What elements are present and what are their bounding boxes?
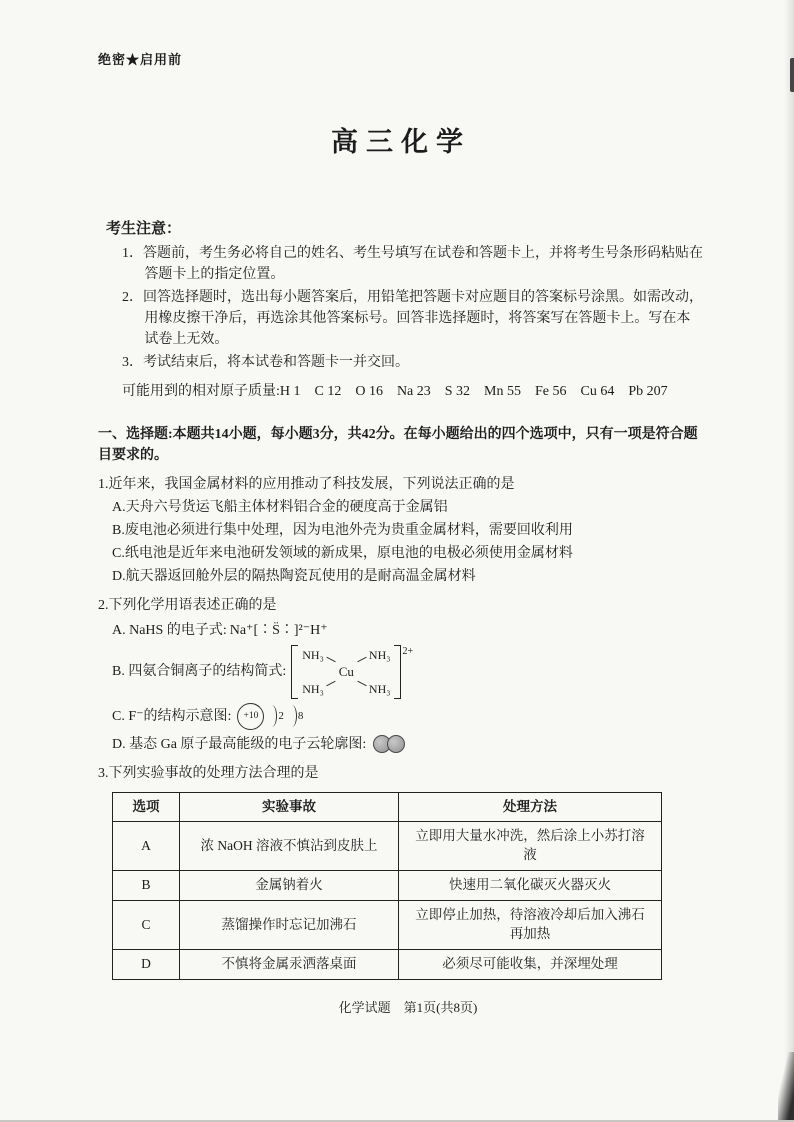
table-cell: 蒸馏操作时忘记加沸石 [180,901,399,950]
q1-stem: 1.近年来，我国金属材料的应用推动了科技发展，下列说法正确的是 [98,476,515,492]
bracket-right-icon [394,645,401,699]
q1-option-b: B.废电池必须进行集中处理，因为电池外壳为贵重金属材料，需要回收利用 [112,522,573,538]
table-cell: A [113,822,180,871]
atomic-masses: 可能用到的相对原子质量:H 1 C 12 O 16 Na 23 S 32 Mn 55 Fe 56 Cu 64 Pb 207 [122,383,668,399]
scan-artifact-bottom-right [778,1052,794,1122]
q2-option-d-label: D. 基态 Ga 原子最高能级的电子云轮廓图: [112,736,367,752]
shell-arc [267,705,277,727]
complex-ion-diagram [291,645,412,699]
table-header-option: 选项 [113,792,180,822]
table-cell: B [113,871,180,901]
bond-line [326,681,335,687]
q2-option-a-label: A. NaHS 的电子式: [112,622,227,638]
bond-line [357,656,366,662]
shell-electron-count: 8 [297,709,304,722]
shell-arc [287,705,297,727]
q3-table [112,792,662,980]
shell-electron-count: 2 [278,709,284,722]
q2-option-c [112,703,704,730]
q2-option-a [112,620,704,641]
ligand-label: NH₃ [302,647,324,662]
ligand-label: NH₃ [302,681,324,696]
table-row [113,871,662,901]
table-cell: 立即停止加热，待溶液冷却后加入沸石再加热 [399,901,662,950]
bracket-left-icon [291,645,298,699]
electron-dot-formula: Na⁺[∶S̈∶]²⁻H⁺ [229,622,328,638]
electron-cloud-diagram [373,735,405,753]
page-title: 高三化学 [331,126,471,157]
table-cell: C [113,901,180,950]
nucleus-circle: +10 [237,703,264,730]
notice-item-3: 3．考试结束后，将本试卷和答题卡一并交回。 [122,354,409,370]
table-cell: 浓 NaOH 溶液不慎沾到皮肤上 [180,822,399,871]
table-header-method: 处理方法 [399,792,662,822]
bond-line [357,681,366,687]
table-cell: 金属钠着火 [180,871,399,901]
table-cell: 不慎将金属汞洒落桌面 [180,949,399,979]
table-header-row [113,792,662,822]
section-heading: 一、选择题:本题共14小题，每小题3分，共42分。在每小题给出的四个选项中，只有一项是符合题目要求的。 [98,426,698,463]
bond-line [326,656,335,662]
table-row [113,949,662,979]
q2-option-b-label: B. 四氨合铜离子的结构简式: [112,664,287,679]
ligand-label: NH₃ [368,681,391,696]
notice-item-2: 2．回答选择题时，选出每小题答案后，用铅笔把答题卡对应题目的答案标号涂黑。如需改动，用橡皮擦干净后，再选涂其他答案标号。回答非选择题时，将答案写在答题卡上。写在本试卷上无效。 [122,289,703,347]
table-cell: 快速用二氧化碳灭火器灭火 [399,871,662,901]
notice-heading: 考生注意： [106,221,182,237]
charge-superscript: 2+ [402,646,414,657]
table-header-accident: 实验事故 [180,792,399,822]
q2-option-c-label: C. F⁻的结构示意图: [112,708,232,724]
table-cell: D [113,949,180,979]
q1-option-c: C.纸电池是近年来电池研发领域的新成果，原电池的电极必须使用金属材料 [112,545,573,561]
secret-label: 绝密★启用前 [98,52,183,67]
q2-stem: 2.下列化学用语表述正确的是 [98,597,277,613]
orbital-lobe [387,735,405,753]
table-row [113,901,662,950]
q1-option-d: D.航天器返回舱外层的隔热陶瓷瓦使用的是耐高温金属材料 [112,568,476,584]
atom-structure-diagram [237,703,303,730]
scan-edge-shadow [784,0,794,1122]
q2-option-b [112,645,704,699]
q3-stem: 3.下列实验事故的处理方法合理的是 [98,765,319,781]
q2-option-d [112,734,704,755]
table-cell: 必须尽可能收集，并深埋处理 [399,949,662,979]
notice-section [106,218,704,402]
table-cell: 立即用大量水冲洗，然后涂上小苏打溶液 [399,822,662,871]
scan-artifact-top-right [790,58,794,92]
ligand-label: NH₃ [368,647,391,662]
q1-option-a: A.天舟六号货运飞船主体材料铝合金的硬度高于金属铝 [112,499,448,515]
table-row [113,822,662,871]
notice-item-1: 1．答题前，考生务必将自己的姓名、考生号填写在试卷和答题卡上，并将考生号条形码粘贴在答题卡上的指定位置。 [122,245,703,282]
page-footer: 化学试题 第1页(共8页) [338,999,478,1015]
metal-label: Cu [338,663,354,679]
